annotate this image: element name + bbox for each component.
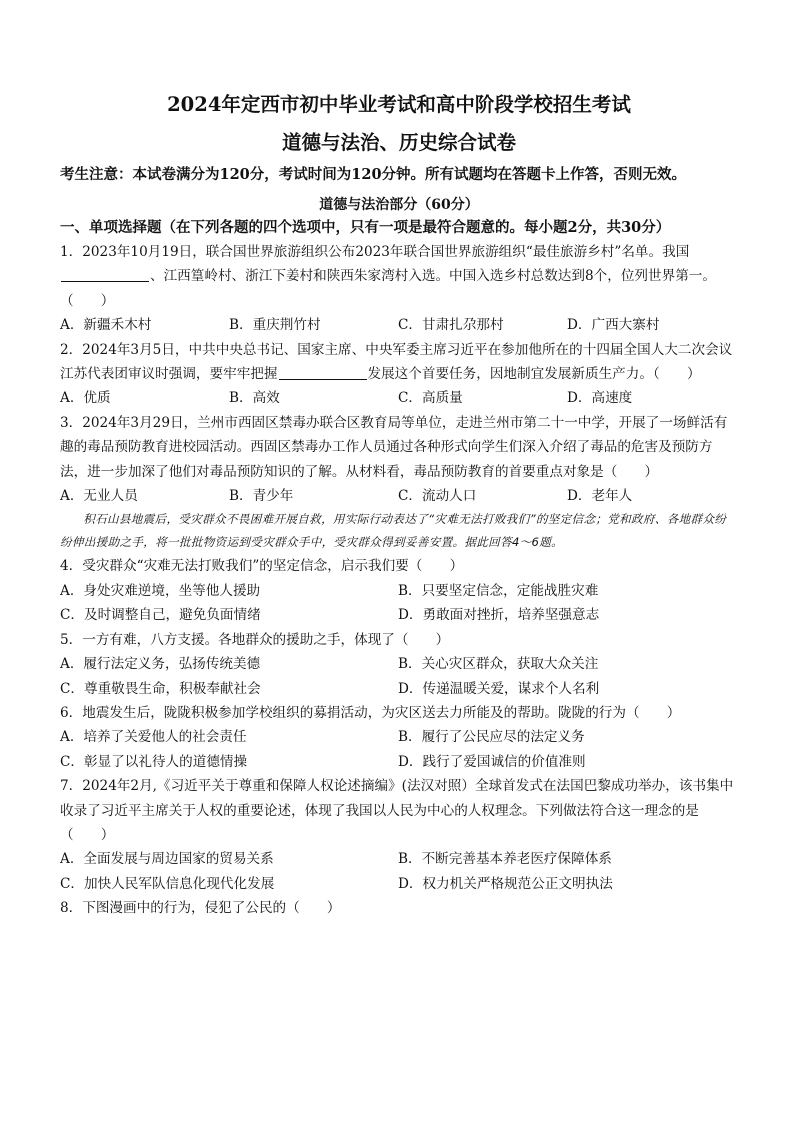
option-a: A．新疆禾木村 — [60, 317, 152, 334]
option-d: D．老年人 — [567, 488, 633, 505]
option-a: A．全面发展与周边国家的贸易关系 — [60, 851, 274, 868]
options-grid — [60, 579, 738, 628]
question-6 — [60, 701, 738, 774]
option-d: D．权力机关严格规范公正文明执法 — [398, 875, 613, 892]
options-grid — [60, 847, 738, 896]
part-title: 道德与法治部分（60分） — [319, 197, 479, 213]
option-b: B．青少年 — [229, 488, 294, 505]
question-stem: 7．2024年2月,《习近平关于尊重和保障人权论述摘编》(法汉对照）全球首发式在法国巴黎成功举办，该书集中收录了习近平主席关于人权的重要论述，体现了我国以人民为中心的人权理念。下列做法符合这一理念的是（ ） — [60, 778, 734, 843]
options-row — [60, 484, 738, 508]
option-b: B．重庆荆竹村 — [229, 317, 321, 334]
options-grid — [60, 725, 738, 774]
answer-blank — [279, 365, 367, 380]
question-5 — [60, 628, 738, 701]
option-a: A．优质 — [60, 390, 111, 407]
option-d: D．传递温暖关爱，谋求个人名利 — [398, 680, 600, 697]
question-stem: 1．2023年10月19日，联合国世界旅游组织公布2023年联合国世界旅游组织“最佳旅游乡村”名单。我国 、江西篁岭村、浙江下姜村和陕西朱家湾村入选。中国入选乡村总数达到8个，位列世界第一。（ ） — [60, 244, 716, 309]
question-stem: 8．下图漫画中的行为，侵犯了公民的（ ） — [60, 900, 341, 917]
options-row — [60, 386, 738, 410]
question-stem: 5．一方有难，八方支援。各地群众的援助之手，体现了（ ） — [60, 631, 450, 648]
option-a: A．身处灾难逆境，坐等他人援助 — [60, 582, 261, 599]
option-d: D．广西大寨村 — [567, 317, 660, 334]
exam-subtitle: 道德与法治、历史综合试卷 — [281, 131, 516, 154]
option-b: B．高效 — [229, 390, 280, 407]
exam-page — [60, 92, 738, 921]
candidate-notice: 考生注意：本试卷满分为120分，考试时间为120分钟。所有试题均在答题卡上作答，否则无效。 — [60, 166, 687, 183]
option-c: C．流动人口 — [398, 488, 477, 505]
option-b: B．不断完善基本养老医疗保障体系 — [398, 851, 612, 868]
option-c: C．彰显了以礼待人的道德情操 — [60, 753, 248, 770]
exam-title: 2024年定西市初中毕业考试和高中阶段学校招生考试 — [167, 93, 631, 116]
question-8 — [60, 896, 738, 920]
question-stem: 2．2024年3月5日，中共中央总书记、国家主席、中央军委主席习近平在参加他所在的十四届全国人大二次会议江苏代表团审议时强调，要牢牢把握 发展这个首要任务，因地制宜发展新质生产力。（ ） — [60, 341, 733, 383]
option-d: D．勇敢面对挫折，培养坚强意志 — [398, 607, 600, 624]
option-a: A．无业人员 — [60, 488, 138, 505]
option-b: B．履行了公民应尽的法定义务 — [398, 729, 585, 746]
option-c: C．高质量 — [398, 390, 463, 407]
reading-material: 积石山县地震后，受灾群众不畏困难开展自救，用实际行动表达了“灾难无法打败我们”的坚定信念；党和政府、各地群众纷纷伸出援助之手，将一批批物资运到受灾群众手中，受灾群众得到妥善安置。据此回答4～6题。 — [60, 512, 727, 550]
options-grid — [60, 652, 738, 701]
section-title: 一、单项选择题（在下列各题的四个选项中，只有一项是最符合题意的。每小题2分，共30分） — [60, 219, 671, 236]
option-d: D．践行了爱国诚信的价值准则 — [398, 753, 586, 770]
option-c: C．加快人民军队信息化现代化发展 — [60, 875, 275, 892]
options-row — [60, 313, 738, 337]
question-stem: 6．地震发生后，陇陇积极参加学校组织的募捐活动，为灾区送去力所能及的帮助。陇陇的行为（ ） — [60, 704, 681, 721]
question-7 — [60, 774, 738, 896]
option-a: A．培养了关爱他人的社会责任 — [60, 729, 247, 746]
option-c: C．及时调整自己，避免负面情绪 — [60, 607, 261, 624]
option-b: B．只要坚定信念，定能战胜灾难 — [398, 582, 599, 599]
question-2 — [60, 338, 738, 411]
option-a: A．履行法定义务，弘扬传统美德 — [60, 656, 261, 673]
option-c: C．尊重敬畏生命，积极奉献社会 — [60, 680, 261, 697]
option-b: B．关心灾区群众，获取大众关注 — [398, 656, 599, 673]
question-4 — [60, 554, 738, 627]
option-d: D．高速度 — [567, 390, 633, 407]
answer-blank — [61, 267, 149, 282]
option-c: C．甘肃扎尕那村 — [398, 317, 504, 334]
question-stem: 3．2024年3月29日，兰州市西固区禁毒办联合区教育局等单位，走进兰州市第二十一中学，开展了一场鲜活有趣的毒品预防教育进校园活动。西固区禁毒办工作人员通过各种形式向学生们深入介绍了毒品的危害及预防方法，进一步加深了他们对毒品预防知识的了解。从材料看，毒品预防教育的首要重点对象是（ ） — [60, 414, 728, 480]
question-stem: 4．受灾群众“灾难无法打败我们”的坚定信念，启示我们要（ ） — [60, 558, 464, 575]
question-3 — [60, 411, 738, 509]
question-1 — [60, 240, 738, 338]
